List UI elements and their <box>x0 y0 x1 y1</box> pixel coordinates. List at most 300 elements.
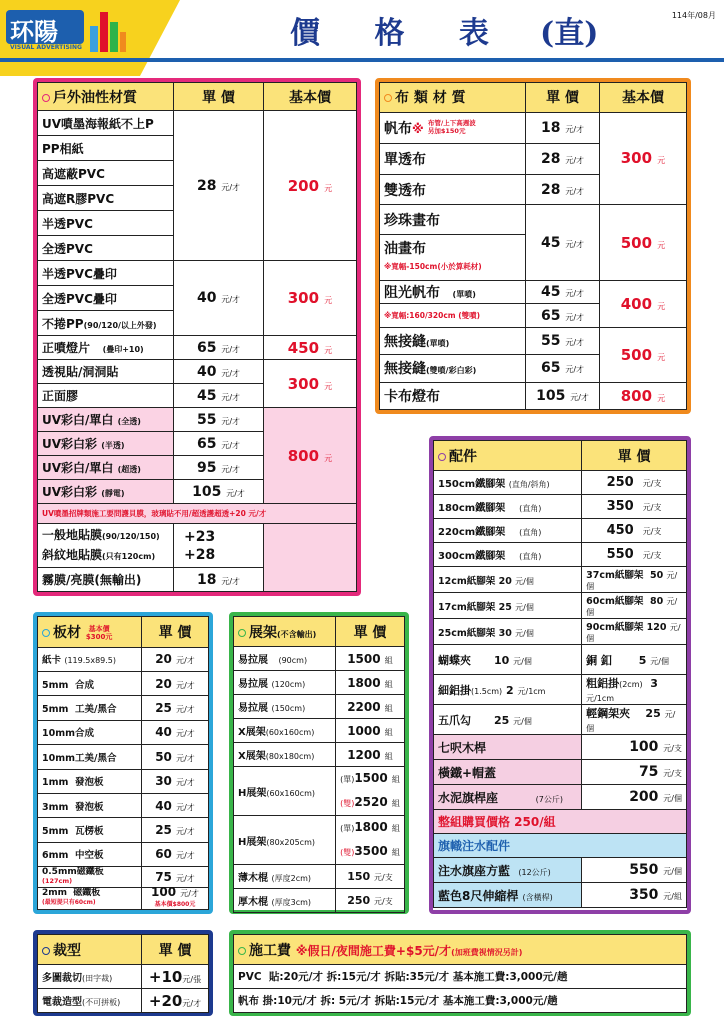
cut-note: (不可拼板) <box>82 998 121 1007</box>
unit-label: 元/才 <box>176 802 195 812</box>
outdoor-item-note: (全透) <box>117 417 141 426</box>
unit-label: 元/才 <box>221 416 241 426</box>
paper-item: 37cm紙腳架 <box>586 570 644 581</box>
stand-item: 150cm鐵腳架 <box>438 479 506 490</box>
pole-item: 水泥旗桿座 <box>438 790 499 805</box>
unit-label: 元/才 <box>565 239 585 249</box>
board-item: 0.5mm磁鐵板 <box>42 866 104 877</box>
board-price: 75 <box>155 869 172 884</box>
stand-unit: 元/支 <box>642 503 662 512</box>
unit-label: 元 <box>657 393 666 403</box>
logo-subtext: VISUAL ADVERTISING <box>10 44 82 51</box>
flag-unit: 元/組 <box>663 892 682 901</box>
paper-price: 30 <box>498 627 512 639</box>
display-price: 1200 <box>347 747 381 762</box>
board-note: (最短提只有60cm) <box>42 899 96 907</box>
misc-price: 3 <box>650 677 658 690</box>
unit-label: 元/才 <box>176 827 195 837</box>
unit-label: 元 <box>657 301 666 311</box>
uv-note: UV噴墨招牌類施工要問護貝膜，玻璃貼不用/超透護超透+20 元/才 <box>38 504 357 524</box>
unit-label: 元/才 <box>221 392 241 402</box>
outdoor-item: 高遮蔽PVC <box>38 161 174 186</box>
board-col-price: 單 價 <box>142 617 209 648</box>
unit-label: 元/才 <box>565 312 585 322</box>
cloth-item: 帆布 <box>384 120 412 137</box>
outdoor-item: 一般地貼膜 <box>42 527 103 542</box>
building-icon <box>86 6 126 52</box>
flag-price: 550 <box>629 862 659 878</box>
cloth-title: 布 類 材 質 <box>395 90 466 107</box>
paper-item: 25cm紙腳架 <box>438 627 496 639</box>
flag-title: 旗幟注水配件 <box>434 834 687 858</box>
unit-label: 元/才 <box>565 365 585 375</box>
paper-price: 120 <box>646 622 667 633</box>
unit-label: 元/才 <box>176 729 195 739</box>
outdoor-col-price: 單 價 <box>174 83 264 111</box>
date-label: 114年/08月 <box>671 11 716 20</box>
cloth-base: 300 <box>620 149 653 168</box>
board-item: 5mm 瓦楞板 <box>38 818 142 842</box>
outdoor-item-note: (疊印+10) <box>102 345 144 354</box>
misc-price: 10 <box>493 653 510 667</box>
stand-note: (直角/斜角) <box>508 480 550 489</box>
outdoor-item-note: (90/120/150) <box>102 531 160 541</box>
misc-unit: 元/1cm <box>586 694 615 703</box>
unit-label: 元/才 <box>221 576 241 586</box>
install-panel <box>229 930 691 1016</box>
unit-label: 元/才 <box>570 392 589 402</box>
display-note: (80x180cm) <box>265 752 315 761</box>
display-panel <box>229 612 409 914</box>
stand-item: 300cm鐵腳架 <box>438 551 506 562</box>
cloth-price: 45 <box>540 234 561 251</box>
cloth-col-base: 基本價 <box>600 83 687 113</box>
stand-item: 180cm鐵腳架 <box>438 503 506 514</box>
cut-title: 裁型 <box>53 942 81 959</box>
cut-item: 多圖裁切 <box>42 973 82 984</box>
misc-unit: 元/個 <box>513 716 532 726</box>
install-row-pvc: PVC 貼:20元/才 拆:15元/才 拆貼:35元/才 基本施工費:3,000元/趟 <box>234 965 687 989</box>
cloth-item: 珍珠畫布 <box>380 205 526 235</box>
display-price: 2520 <box>354 795 388 809</box>
stand-price: 450 <box>606 523 634 538</box>
install-note-extra: (加班費視情況另計) <box>451 947 523 957</box>
cloth-base: 800 <box>620 386 653 405</box>
unit-label: 元/才 <box>565 186 585 196</box>
display-price: 3500 <box>354 844 388 858</box>
display-price: 150 <box>347 870 371 883</box>
cloth-item-note: ※寬幅-150cm(小於算耗材) <box>384 261 482 271</box>
cloth-col-price: 單 價 <box>526 83 600 113</box>
paper-price: 80 <box>649 596 664 607</box>
display-item: 易拉展 <box>238 655 268 666</box>
unit-label: 元 <box>657 352 666 362</box>
outdoor-item-note: (只有120cm) <box>102 551 156 561</box>
cloth-item-note: (雙噴/彩白彩) <box>426 366 477 376</box>
board-item: 紙卡 <box>42 655 62 667</box>
unit-label: 元 <box>657 240 666 250</box>
board-mag-base: 基本價$800元 <box>154 900 196 908</box>
outdoor-price: 28 <box>196 177 217 194</box>
board-note: (127cm) <box>42 876 73 885</box>
outdoor-item: UV彩白/單白 <box>42 413 114 427</box>
outdoor-item: 全透PVC <box>38 236 174 261</box>
stand-item: 220cm鐵腳架 <box>438 527 506 538</box>
outdoor-price: +23 <box>184 528 216 545</box>
outdoor-item-note: (半透) <box>101 441 125 450</box>
outdoor-item: 不捲PP <box>42 316 84 331</box>
board-base-value: $300元 <box>85 632 113 641</box>
pole-unit: 元/支 <box>663 769 682 778</box>
cloth-item: 無接縫 <box>384 333 426 350</box>
cloth-price: 18 <box>540 119 561 136</box>
board-price: 25 <box>155 823 172 838</box>
outdoor-item: 半透PVC <box>38 211 174 236</box>
unit-label: 元/才 <box>226 488 245 498</box>
display-price: 1500 <box>347 651 381 666</box>
unit-label: 元 <box>324 381 333 391</box>
unit-label: 元/才 <box>176 705 195 715</box>
misc-price: 25 <box>493 713 510 727</box>
outdoor-item: PP相紙 <box>38 136 174 161</box>
install-title: 施工費 <box>249 942 291 959</box>
install-note: ※假日/夜間施工費+$5元/才 <box>295 943 452 958</box>
stand-note: (直角) <box>519 552 542 561</box>
display-note: (厚度3cm) <box>271 898 312 907</box>
board-price: 40 <box>155 725 172 740</box>
cut-price: +20 <box>148 991 183 1010</box>
misc-price: 2 <box>506 683 514 697</box>
unit-label: 元/才 <box>221 368 241 378</box>
unit-label: 元/才 <box>176 778 195 788</box>
board-price: 25 <box>155 701 172 716</box>
outdoor-price: 65 <box>196 339 217 356</box>
cloth-price: 45 <box>540 284 561 301</box>
display-col-price: 單 價 <box>336 617 405 647</box>
parts-title: 配件 <box>449 448 477 465</box>
outdoor-base: 300 <box>287 289 320 307</box>
unit-label: 元/才 <box>565 124 585 134</box>
stand-price: 350 <box>606 499 634 514</box>
outdoor-item: UV噴墨海報紙不上P <box>38 111 174 136</box>
stand-price: 550 <box>606 547 634 562</box>
display-note: (150cm) <box>271 704 306 713</box>
outdoor-item-note: (靜電) <box>101 489 125 498</box>
pole-price: 75 <box>638 764 659 780</box>
cloth-base: 400 <box>620 294 653 313</box>
cut-price: +10 <box>148 967 183 986</box>
cloth-panel <box>375 78 691 414</box>
stand-unit: 元/支 <box>642 479 662 488</box>
unit-label: 元/才 <box>176 851 195 861</box>
cut-item: 電裁造型 <box>42 997 82 1008</box>
paper-unit: 元/個 <box>586 623 681 643</box>
cloth-price: 55 <box>540 332 561 349</box>
outdoor-item-note: (90/120/以上外發) <box>83 320 157 330</box>
display-item: 易拉展 <box>238 679 268 690</box>
unit-label: 元 <box>324 453 333 463</box>
board-note: (119.5x89.5) <box>64 656 117 666</box>
pole-unit: 元/支 <box>663 744 682 753</box>
display-unit: 元/支 <box>374 897 393 906</box>
unit-label: 元 <box>657 156 666 166</box>
display-note: (80x205cm) <box>266 837 315 847</box>
pole-price: 100 <box>629 739 659 755</box>
pole-item: 七呎木桿 <box>438 740 487 755</box>
outdoor-base: 450 <box>287 338 320 357</box>
board-price: 100 <box>151 884 177 899</box>
misc-item: 銅 釦 <box>586 653 612 667</box>
cloth-price: 65 <box>540 360 561 377</box>
misc-item: 蝴蝶夾 <box>438 653 471 667</box>
display-note: (60x160cm) <box>266 788 315 798</box>
unit-label: 元/才 <box>565 289 585 299</box>
stand-unit: 元/支 <box>642 527 662 536</box>
set-price: 整組購買價格 250/組 <box>434 810 687 834</box>
pole-note: (7公斤) <box>535 794 563 804</box>
board-title: 板材 <box>53 624 81 641</box>
display-item: H展架 <box>238 836 267 848</box>
display-note: (90cm) <box>278 656 308 665</box>
paper-unit: 元/個 <box>515 602 534 612</box>
pole-unit: 元/個 <box>663 794 682 803</box>
unit-label: 元/才 <box>221 464 241 474</box>
display-unit: 元/支 <box>374 873 393 882</box>
paper-price: 20 <box>498 575 512 587</box>
board-base-label: 基本價 <box>88 624 110 633</box>
display-item: 薄木棍 <box>238 873 268 884</box>
cloth-item-note: ※寬幅:160/320cm (雙噴) <box>380 304 526 327</box>
display-double: (雙) <box>340 799 355 808</box>
paper-price: 25 <box>498 601 512 613</box>
cloth-price: 28 <box>540 181 561 198</box>
unit-label: 元 <box>324 183 333 193</box>
display-price: 2200 <box>347 699 381 714</box>
unit-label: 組 <box>384 727 393 737</box>
outdoor-price: +28 <box>184 546 216 563</box>
display-note: (60x160cm) <box>265 728 315 737</box>
outdoor-panel <box>33 78 361 596</box>
misc-unit: 元/1cm <box>517 686 546 696</box>
unit-label: 組 <box>391 775 400 784</box>
board-panel <box>33 612 213 914</box>
paper-item: 17cm紙腳架 <box>438 601 496 613</box>
unit-label: 元/才 <box>221 182 241 192</box>
flag-note: (含橫桿) <box>522 892 553 902</box>
misc-item: 輕鋼架夾 <box>586 707 631 720</box>
board-item: 2mm 磁鐵板 <box>42 888 101 899</box>
cloth-item: 油畫布 <box>384 240 426 257</box>
parts-col-price: 單 價 <box>582 441 687 471</box>
display-item: 厚木棍 <box>238 897 268 908</box>
outdoor-price: 105 <box>192 483 222 500</box>
outdoor-item: 正面膠 <box>38 384 174 408</box>
display-item: H展架 <box>238 787 267 799</box>
unit-label: 組 <box>391 848 400 857</box>
unit-label: 元/才 <box>221 440 241 450</box>
logo-text: 环陽 <box>10 17 58 46</box>
board-price: 20 <box>155 676 172 691</box>
parts-panel <box>429 436 691 914</box>
outdoor-item: UV彩白/單白 <box>42 461 114 475</box>
outdoor-item: UV彩白彩 <box>42 485 98 499</box>
unit-label: 元/才 <box>176 680 195 690</box>
page-title-suffix: (直) <box>540 16 599 51</box>
display-single: (單) <box>340 775 355 784</box>
display-double: (雙) <box>340 848 355 857</box>
outdoor-item: 全透PVC疊印 <box>38 286 174 311</box>
outdoor-price: 55 <box>196 411 217 428</box>
display-note: (120cm) <box>271 680 306 689</box>
unit-label: 元 <box>324 296 333 305</box>
misc-item: 粗鋁掛 <box>586 677 620 690</box>
paper-item: 60cm紙腳架 <box>586 596 644 607</box>
misc-price: 5 <box>638 653 647 667</box>
cut-unit: 元/才 <box>182 998 202 1008</box>
paper-price: 50 <box>649 570 664 581</box>
paper-unit: 元/個 <box>586 571 678 591</box>
flag-item: 注水旗座方藍 <box>438 863 511 878</box>
display-price: 1500 <box>354 771 388 785</box>
unit-label: 組 <box>391 799 400 808</box>
cloth-item: 單透布 <box>380 144 526 175</box>
cloth-item: 卡布燈布 <box>380 382 526 409</box>
unit-label: 組 <box>384 703 393 713</box>
board-price: 50 <box>155 749 172 764</box>
outdoor-base: 800 <box>287 446 320 465</box>
cloth-item: 雙透布 <box>380 174 526 205</box>
cloth-item-note: (單噴) <box>426 338 450 348</box>
display-single: (單) <box>340 824 355 833</box>
cloth-base: 500 <box>620 345 653 364</box>
cut-note: (田字裁) <box>82 974 113 983</box>
board-price: 40 <box>155 798 172 813</box>
pole-price: 200 <box>629 789 659 805</box>
outdoor-item: 斜紋地貼膜 <box>42 547 103 562</box>
unit-label: 組 <box>384 679 393 689</box>
install-row-canvas: 帆布 掛:10元/才 拆: 5元/才 拆貼:15元/才 基本施工費:3,000元/趟 <box>234 989 687 1013</box>
cut-panel <box>33 930 213 1016</box>
board-item: 5mm 工美/黑合 <box>38 696 142 720</box>
misc-price: 25 <box>645 707 661 720</box>
unit-label: 元/才 <box>176 753 195 763</box>
outdoor-price: 40 <box>196 290 217 306</box>
display-title: 展架 <box>249 624 277 641</box>
unit-label: 元/才 <box>176 656 195 666</box>
cloth-item: 阻光帆布 <box>384 285 440 302</box>
outdoor-price: 40 <box>196 363 217 380</box>
flag-item: 藍色8尺伸縮桿 <box>438 888 519 903</box>
display-price: 1800 <box>354 820 388 834</box>
display-item: X展架 <box>238 751 266 762</box>
outdoor-base: 300 <box>287 374 320 393</box>
cloth-price: 65 <box>540 307 561 324</box>
board-price: 60 <box>155 847 172 862</box>
display-item: X展架 <box>238 727 266 738</box>
stand-unit: 元/支 <box>642 551 662 560</box>
cloth-base: 500 <box>620 233 653 252</box>
board-item: 5mm 合成 <box>38 671 142 695</box>
paper-item: 90cm紙腳架 <box>586 622 644 633</box>
stand-price: 250 <box>606 475 634 490</box>
outdoor-item: 高遮R膠PVC <box>38 186 174 211</box>
display-price: 250 <box>347 894 371 907</box>
unit-label: 元/才 <box>221 344 241 354</box>
misc-item: 細鋁掛 <box>438 683 471 697</box>
unit-label: 元/才 <box>565 337 585 347</box>
cloth-price: 28 <box>540 150 561 167</box>
paper-item: 12cm紙腳架 <box>438 575 496 587</box>
outdoor-title: 戶外油性材質 <box>53 89 137 106</box>
outdoor-item-note: (超透) <box>117 465 141 474</box>
unit-label: 元/才 <box>180 888 199 898</box>
outdoor-item: UV彩白彩 <box>42 437 98 451</box>
unit-label: 元/才 <box>221 295 241 304</box>
board-item: 10mm工美/黑合 <box>38 745 142 769</box>
board-item: 1mm 發泡板 <box>38 769 142 793</box>
outdoor-item: 透視貼/洞洞貼 <box>38 360 174 384</box>
display-item: 易拉展 <box>238 703 268 714</box>
cut-col-price: 單 價 <box>142 935 209 965</box>
unit-label: 組 <box>384 751 393 761</box>
stand-note: (直角) <box>519 504 542 513</box>
cut-unit: 元/張 <box>182 974 202 984</box>
paper-unit: 元/個 <box>515 628 534 638</box>
board-item: 3mm 發泡板 <box>38 793 142 817</box>
cloth-price: 105 <box>536 387 566 404</box>
misc-unit: 元/個 <box>513 656 532 666</box>
outdoor-price: 18 <box>196 571 217 588</box>
flag-unit: 元/個 <box>663 867 682 876</box>
pole-item: 橫鐵+帽蓋 <box>438 765 497 780</box>
paper-unit: 元/個 <box>515 576 534 586</box>
outdoor-item-note: (無輸出) <box>94 573 142 587</box>
cloth-item-note: 布管/上下高週波 另加$150元 <box>427 118 476 135</box>
outdoor-price: 95 <box>196 459 217 476</box>
page-title: 價 格 表 <box>290 16 511 51</box>
outdoor-price: 65 <box>196 435 217 452</box>
outdoor-col-base: 基本價 <box>264 83 357 111</box>
misc-item: 五爪勾 <box>438 713 471 727</box>
misc-note: (2cm) <box>619 680 643 689</box>
misc-unit: 元/個 <box>586 710 676 733</box>
misc-note: (1.5cm) <box>471 686 503 696</box>
display-title-note: (不含輸出) <box>277 629 317 639</box>
outdoor-price: 45 <box>196 387 217 404</box>
display-price: 1000 <box>347 723 381 738</box>
stand-note: (直角) <box>519 528 542 537</box>
note-mark: ※ <box>412 121 424 136</box>
paper-unit: 元/個 <box>586 597 678 617</box>
display-price: 1800 <box>347 675 381 690</box>
board-price: 20 <box>155 652 172 667</box>
flag-price: 350 <box>629 887 659 903</box>
flag-note: (12公斤) <box>518 867 551 877</box>
outdoor-base: 200 <box>287 176 320 195</box>
unit-label: 組 <box>384 655 393 665</box>
board-item: 10mm合成 <box>38 720 142 744</box>
board-price: 30 <box>155 774 172 789</box>
board-item: 6mm 中空板 <box>38 842 142 866</box>
outdoor-item: 霧膜/亮膜 <box>42 573 95 587</box>
outdoor-item: 半透PVC疊印 <box>38 261 174 286</box>
outdoor-item: 正噴燈片 <box>42 341 91 355</box>
cloth-item: 無接縫 <box>384 361 426 378</box>
unit-label: 元/才 <box>176 873 195 883</box>
unit-label: 元/才 <box>565 155 585 165</box>
display-note: (厚度2cm) <box>271 874 312 883</box>
unit-label: 組 <box>391 824 400 833</box>
